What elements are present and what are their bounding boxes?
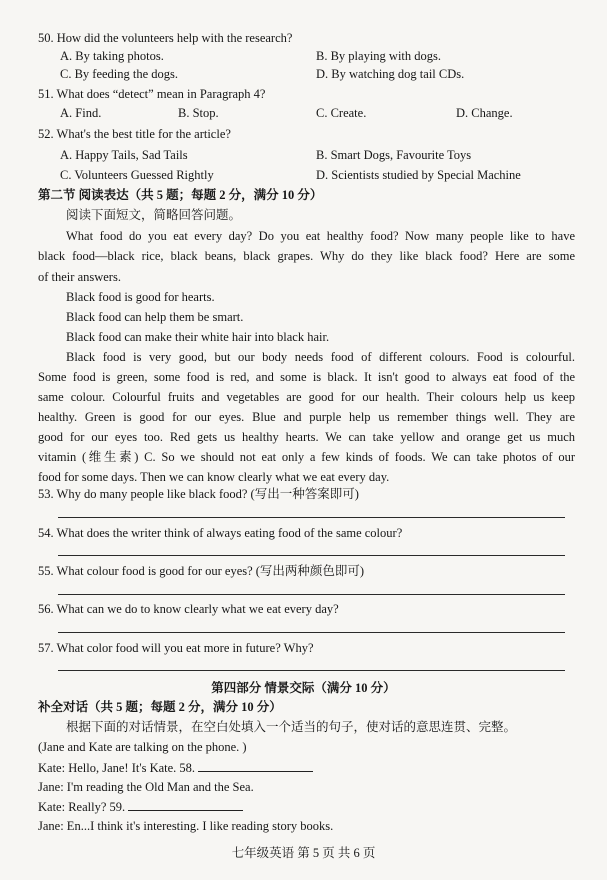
- part4-instruction: 根据下面的对话情景，在空白处填入一个适当的句子，使对话的意思连贯、完整。: [66, 720, 517, 734]
- question-50-stem: 50. How did the volunteers help with the research?: [38, 31, 293, 45]
- passage-line: same colour. Colourful fruits and vegetables are good for our health. Their colours help us keep: [38, 390, 575, 404]
- question-50-option-c: C. By feeding the dogs.: [60, 67, 179, 81]
- passage-reason: Black food is good for hearts.: [66, 290, 215, 304]
- question-51-option-d: D. Change.: [456, 106, 513, 120]
- question-50-option-a: A. By taking photos.: [60, 49, 164, 63]
- passage-line: healthy. Green is good for our eyes. Blue and purple help us remember things well. They are: [38, 410, 575, 424]
- passage-line: food for some days. Then we can know clearly what we eat every day.: [38, 470, 390, 484]
- question-53: 53. Why do many people like black food? (写出一种答案即可): [38, 487, 359, 501]
- passage-line: What food do you eat every day? Do you eat healthy food? Now many people like to have: [66, 229, 575, 243]
- dialogue-line: Jane: En...I think it's interesting. I like reading story books.: [38, 819, 334, 833]
- dialogue-text: Kate: Really? 59.: [38, 800, 126, 814]
- answer-blank-59[interactable]: [128, 798, 243, 811]
- passage-line: good for our eyes too. Red gets us healthy hearts. We can take yellow and orange get us much: [38, 430, 575, 444]
- question-52-option-a: A. Happy Tails, Sad Tails: [60, 148, 188, 162]
- question-51-option-b: B. Stop.: [178, 106, 219, 120]
- answer-line-55[interactable]: [58, 594, 565, 595]
- question-50-option-b: B. By playing with dogs.: [316, 49, 442, 63]
- passage-line: vitamin (维生素) C. So we should not eat only a few kinds of foods. We can take photos of our: [38, 450, 575, 464]
- passage-line: Some food is green, some food is red, and some is black. It isn't good to always eat food of the: [38, 370, 575, 384]
- section-heading: 第二节 阅读表达（共 5 题；每题 2 分，满分 10 分）: [38, 188, 323, 202]
- question-54: 54. What does the writer think of always eating food of the same colour?: [38, 526, 403, 540]
- passage-reason: Black food can make their white hair into black hair.: [66, 330, 330, 344]
- question-52-option-d: D. Scientists studied by Special Machine: [316, 168, 521, 182]
- passage-line: Black food is very good, but our body needs food of different colours. Food is colourful.: [66, 350, 575, 364]
- question-52-option-b: B. Smart Dogs, Favourite Toys: [316, 148, 472, 162]
- question-51-option-c: C. Create.: [316, 106, 367, 120]
- question-51-stem: 51. What does “detect” mean in Paragraph 4?: [38, 87, 266, 101]
- dialogue-line: [38, 759, 313, 776]
- answer-line-57[interactable]: [58, 670, 565, 671]
- part4-title: 第四部分 情景交际（满分 10 分）: [211, 681, 396, 695]
- passage-reason: Black food can help them be smart.: [66, 310, 244, 324]
- question-51-option-a: A. Find.: [60, 106, 102, 120]
- question-55: 55. What colour food is good for our eyes? (写出两种颜色即可): [38, 564, 365, 578]
- dialogue-line: Jane: I'm reading the Old Man and the Sea.: [38, 780, 254, 794]
- dialogue-line: [38, 798, 243, 815]
- answer-blank-58[interactable]: [198, 759, 313, 772]
- answer-line-53[interactable]: [58, 517, 565, 518]
- question-57: 57. What color food will you eat more in future? Why?: [38, 641, 314, 655]
- dialogue-text: Kate: Hello, Jane! It's Kate. 58.: [38, 761, 196, 775]
- answer-line-56[interactable]: [58, 632, 565, 633]
- passage-line: black food—black rice, black beans, black grapes. Why do they like black food? Here are some: [38, 249, 575, 263]
- question-52-option-c: C. Volunteers Guessed Rightly: [60, 168, 214, 182]
- answer-line-54[interactable]: [58, 555, 565, 556]
- section-instruction: 阅读下面短文，简略回答问题。: [66, 208, 242, 222]
- question-50-option-d: D. By watching dog tail CDs.: [316, 67, 465, 81]
- dialogue-scene: (Jane and Kate are talking on the phone. ): [38, 740, 247, 754]
- page-footer: 七年级英语 第 5 页 共 6 页: [231, 846, 376, 860]
- question-52-stem: 52. What's the best title for the article?: [38, 127, 231, 141]
- passage-line: of their answers.: [38, 270, 121, 284]
- part4-subheading: 补全对话（共 5 题；每题 2 分，满分 10 分）: [38, 700, 282, 714]
- question-56: 56. What can we do to know clearly what we eat every day?: [38, 602, 339, 616]
